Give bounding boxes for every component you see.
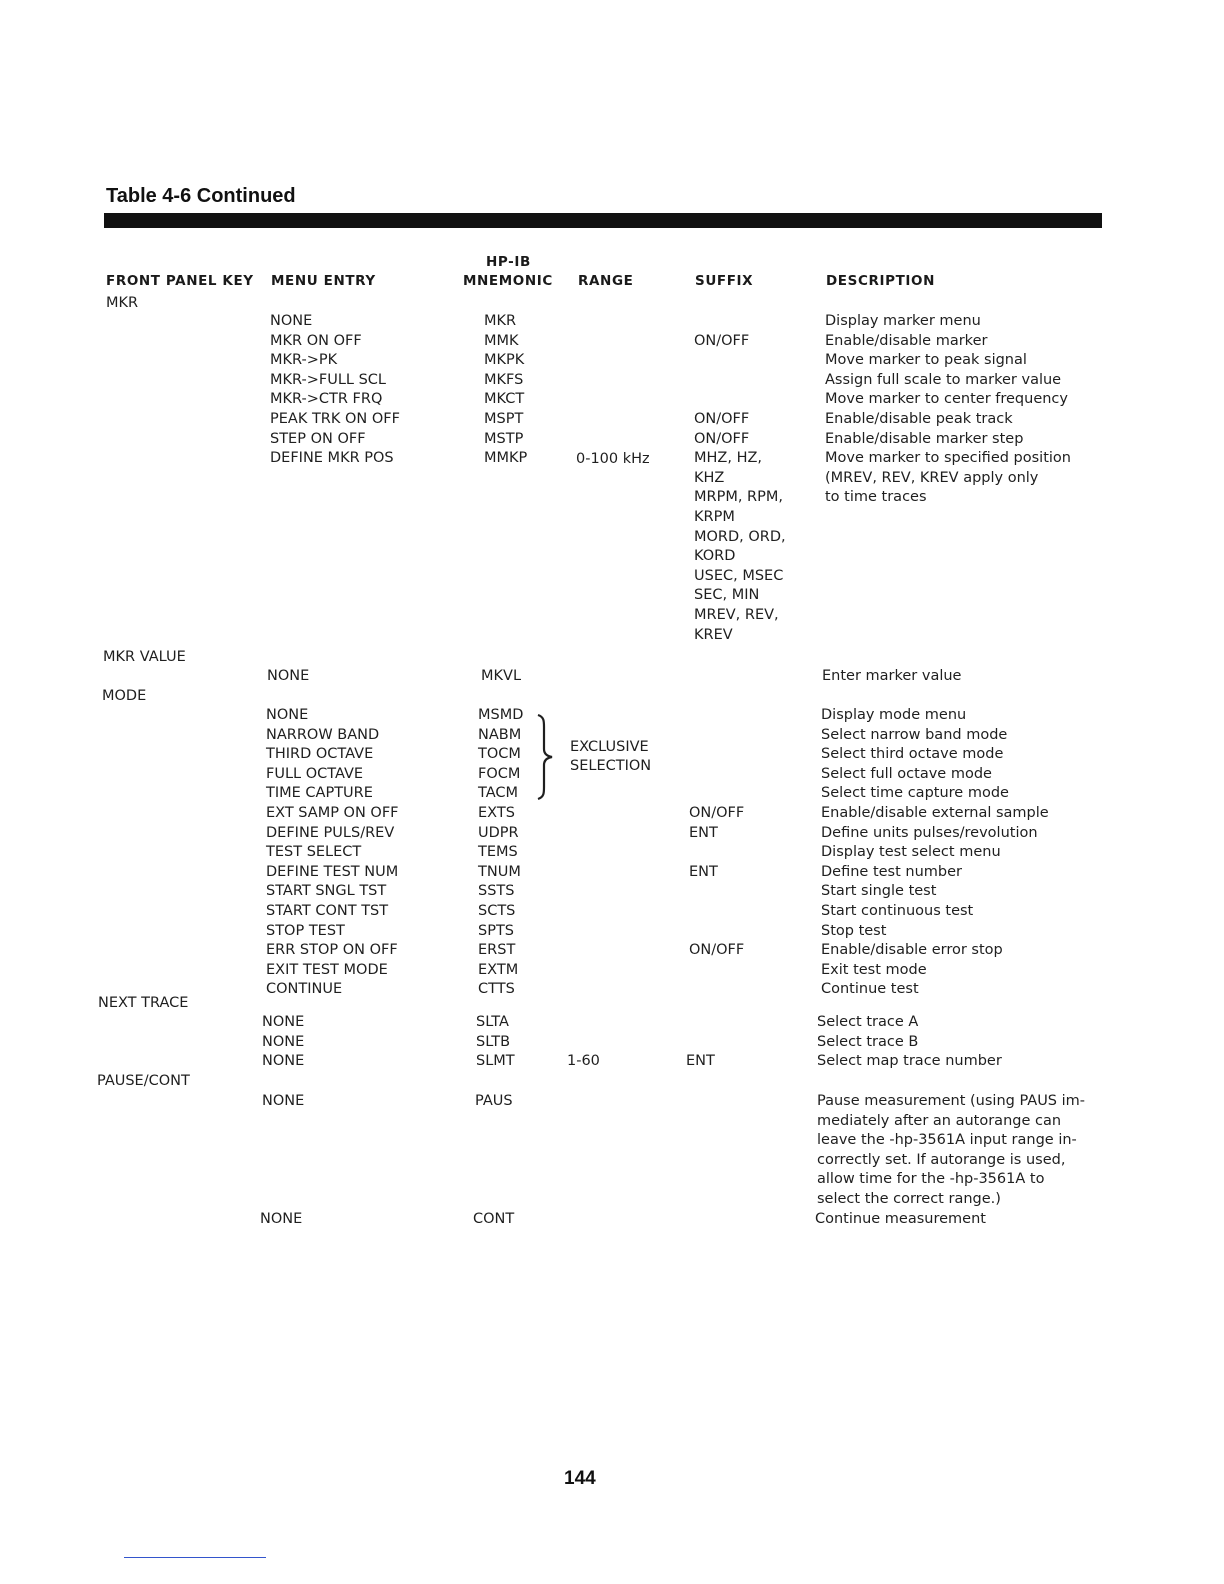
header-menu-entry: MENU ENTRY <box>271 273 376 289</box>
mkr-descriptions: Display marker menu Enable/disable marker Move marker to peak signal Assign full scale to marker value Move marker to center frequency Enable/disable peak track Enable/disable marker step Move marker to specified position (MREV, REV, KREV apply only to time traces <box>825 313 1071 506</box>
exclusive-selection-brace <box>536 713 560 801</box>
mode-suffixes: ON/OFF ENT ENT ON/OFF <box>689 804 745 959</box>
title-rule <box>104 213 1102 228</box>
mkr-range: 0-100 kHz <box>576 451 650 467</box>
mkr-value-mnemonic: MKVL <box>481 668 522 684</box>
key-pause-cont: PAUSE/CONT <box>97 1073 190 1089</box>
header-description: DESCRIPTION <box>826 273 935 289</box>
mode-mnemonics: MSMD NABM TOCM FOCM TACM EXTS UDPR TEMS TNUM SSTS SCTS SPTS ERST EXTM CTTS <box>478 707 524 998</box>
header-suffix: SUFFIX <box>695 273 754 289</box>
key-mkr: MKR <box>106 295 139 311</box>
mkr-suffixes: ON/OFF ON/OFF ON/OFF MHZ, HZ, KHZ MRPM, RPM, KRPM MORD, ORD, KORD USEC, MSEC SEC, MIN MREV, REV, KREV <box>694 332 786 643</box>
next-trace-range: 1-60 <box>567 1053 600 1069</box>
mode-menu-entries: NONE NARROW BAND THIRD OCTAVE FULL OCTAVE TIME CAPTURE EXT SAMP ON OFF DEFINE PULS/REV TEST SELECT DEFINE TEST NUM START SNGL TST START CONT TST STOP TEST ERR STOP ON OFF EXIT TEST MODE CONTINUE <box>266 707 399 998</box>
key-mode: MODE <box>102 688 147 704</box>
mkr-value-description: Enter marker value <box>822 668 962 684</box>
next-trace-mnemonics: SLTA SLTB SLMT <box>476 1014 515 1070</box>
header-range: RANGE <box>578 273 634 289</box>
next-trace-suffix: ENT <box>686 1053 715 1069</box>
pause-mnemonic: PAUS <box>475 1093 513 1109</box>
table-title: Table 4-6 Continued <box>106 185 296 207</box>
exclusive-selection-label: EXCLUSIVE SELECTION <box>570 739 652 774</box>
cont-mnemonic: CONT <box>473 1211 515 1227</box>
cont-description: Continue measurement <box>815 1211 986 1227</box>
header-mnemonic-line1: HP-IB <box>486 254 531 270</box>
mkr-mnemonics: MKR MMK MKPK MKFS MKCT MSPT MSTP MMKP <box>484 313 528 467</box>
footer-rule <box>124 1557 266 1558</box>
cont-menu-entry: NONE <box>260 1211 303 1227</box>
mkr-value-menu-entry: NONE <box>267 668 310 684</box>
next-trace-descriptions: Select trace A Select trace B Select map trace number <box>817 1014 1002 1070</box>
key-mkr-value: MKR VALUE <box>103 649 186 665</box>
pause-description: Pause measurement (using PAUS im- mediately after an autorange can leave the -hp-3561A input range in- correctly set. If autorange is used, allow time for the -hp-3561A to select the correct range.) <box>817 1093 1086 1207</box>
mkr-menu-entries: NONE MKR ON OFF MKR->PK MKR->FULL SCL MKR->CTR FRQ PEAK TRK ON OFF STEP ON OFF DEFINE MKR POS <box>270 313 400 467</box>
header-front-panel-key: FRONT PANEL KEY <box>106 273 254 289</box>
header-mnemonic-line2: MNEMONIC <box>463 273 553 289</box>
key-next-trace: NEXT TRACE <box>98 995 189 1011</box>
pause-menu-entry: NONE <box>262 1093 305 1109</box>
mode-descriptions: Display mode menu Select narrow band mode Select third octave mode Select full octave mode Select time capture mode Enable/disable external sample Define units pulses/revolution Display test select menu Define test number Start single test Start continuous test Stop test Enable/disable error stop Exit test mode Continue test <box>821 707 1049 998</box>
next-trace-menu-entries: NONE NONE NONE <box>262 1014 305 1070</box>
page-number: 144 <box>564 1468 596 1489</box>
